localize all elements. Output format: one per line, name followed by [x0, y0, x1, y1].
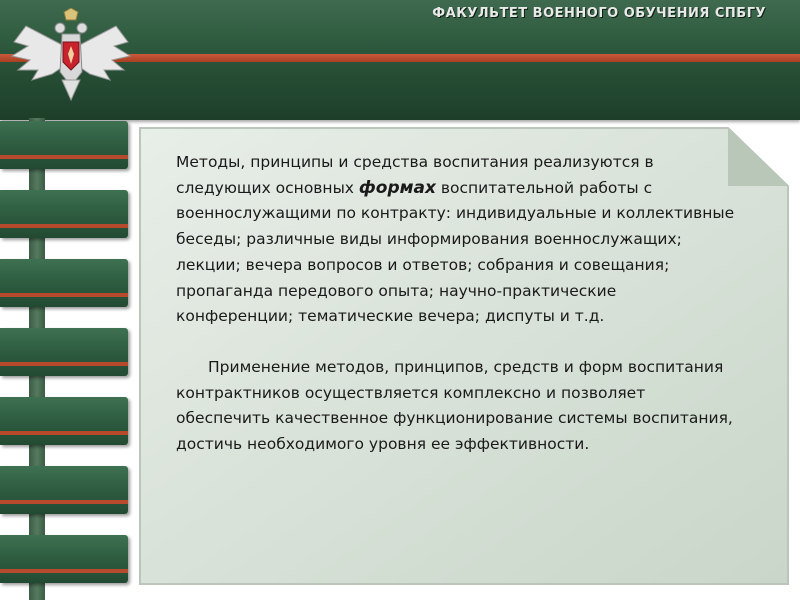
- paragraph-2: Применение методов, принципов, средств и форм воспитания контрактников осуществляется комплексно и позволяет обеспечить качественное функционирование системы воспитания, достичь необходимого уровня ее эффективности.: [176, 357, 733, 454]
- side-tab-6: [0, 466, 128, 514]
- double-headed-eagle-icon: [8, 8, 134, 106]
- side-tab-2: [0, 190, 128, 238]
- side-tab-4: [0, 328, 128, 376]
- emphasis-forms: формах: [358, 177, 436, 198]
- main-text: [176, 150, 736, 458]
- paragraph-1: Методы, принципы и средства воспитания реализуются в следующих основных формах воспитательной работы с военнослужащими по контракту: индивидуальные и коллективные беседы; различные виды информирования военнослужащих; лекции; вечера вопросов и ответов; собрания и совещания; пропаганда передового опыта; научно-практические конференции; тематические вечера; диспуты и т.д.: [176, 153, 735, 326]
- side-tab-1: [0, 121, 128, 169]
- side-tab-5: [0, 397, 128, 445]
- side-tab-3: [0, 259, 128, 307]
- faculty-title: ФАКУЛЬТЕТ ВОЕННОГО ОБУЧЕНИЯ СПБГУ: [432, 6, 766, 21]
- side-tab-7: [0, 535, 128, 583]
